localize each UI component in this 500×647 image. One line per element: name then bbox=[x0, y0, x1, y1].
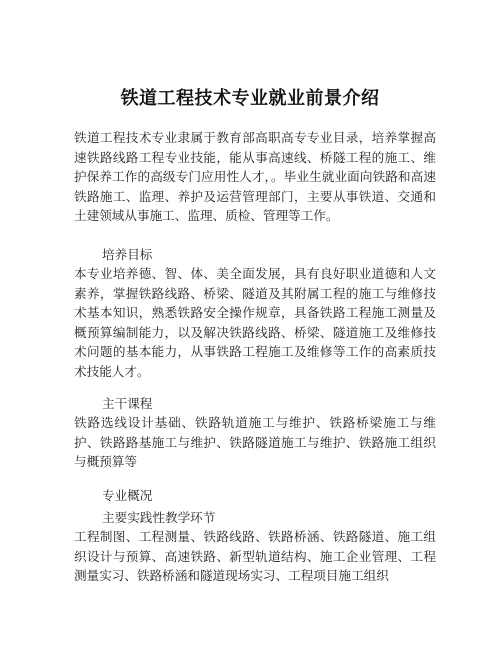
intro-paragraph: 铁道工程技术专业隶属于教育部高职高专专业目录，培养掌握高速铁路线路工程专业技能，能从事高速线、桥隧工程的施工、维护保养工作的高级专门应用性人才，。毕业生就业面向铁路和高速铁路施工、监理、养护及运营管理部门，主要从事铁道、交通和土建领域从事施工、监理、质检、管理等工作。 bbox=[74, 130, 436, 223]
goal-paragraph: 本专业培养德、智、体、美全面发展，具有良好职业道德和人文素养，掌握铁路线路、桥梁、隧道及其附属工程的施工与维修技术基本知识，熟悉铁路安全操作规章，具备铁路工程施工测量及概预算编制能力，以及解决铁路线路、桥梁、隧道施工及维修技术问题的基本能力，从事铁路工程施工及维修等工作的高素质技术技能人才。 bbox=[74, 266, 436, 379]
section-heading-overview: 专业概况 bbox=[102, 488, 153, 503]
section-heading-goal: 培养目标 bbox=[102, 247, 153, 262]
document-title: 铁道工程技术专业就业前景介绍 bbox=[120, 88, 380, 109]
section-heading-courses: 主干课程 bbox=[102, 396, 153, 411]
practice-paragraph: 工程制图、工程测量、铁路线路、铁路桥涵、铁路隧道、施工组织设计与预算、高速铁路、新型轨道结构、施工企业管理、工程测量实习、铁路桥涵和隧道现场实习、工程项目施工组织 bbox=[74, 529, 436, 583]
courses-paragraph: 铁路选线设计基础、铁路轨道施工与维护、铁路桥梁施工与维护、铁路路基施工与维护、铁路隧道施工与维护、铁路施工组织与概预算等 bbox=[74, 415, 436, 469]
subsection-heading-practice: 主要实践性教学环节 bbox=[102, 510, 216, 525]
